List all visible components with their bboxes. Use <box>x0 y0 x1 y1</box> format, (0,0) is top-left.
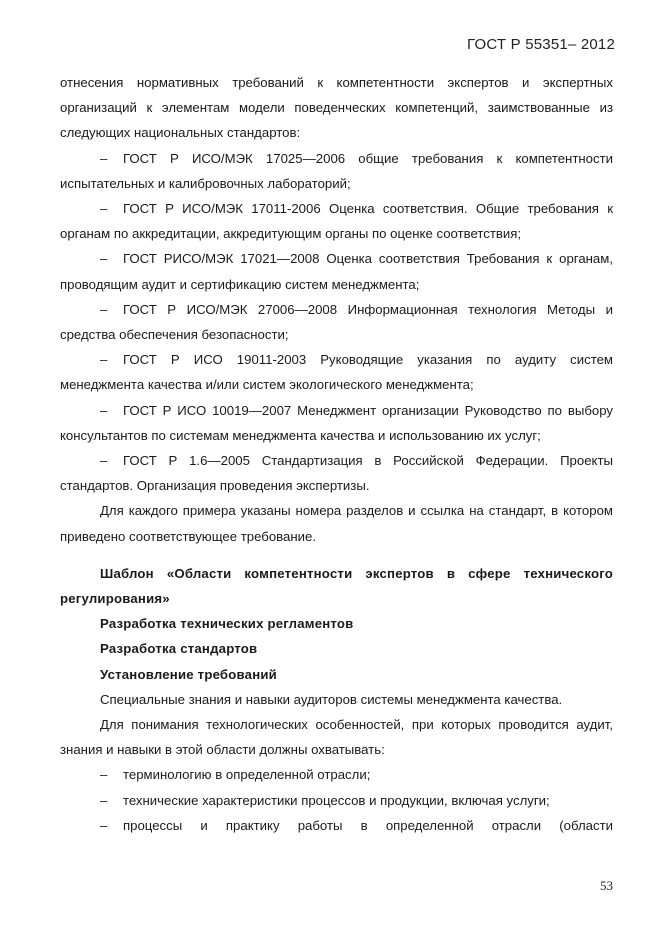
dash-marker: – <box>100 817 108 833</box>
list-item <box>60 297 613 347</box>
list-item-text: ГОСТ Р 1.6—2005 Стандартизация в Российской Федерации. Проекты стандартов. Организация проведения экспертизы. <box>60 453 613 494</box>
list-item-text: терминологию в определенной отрасли; <box>123 767 371 783</box>
list-item <box>60 347 613 397</box>
list-item <box>60 813 613 838</box>
heading-requirements: Установление требований <box>100 666 277 682</box>
list-item <box>60 398 613 448</box>
section-gap <box>60 549 613 561</box>
list-item-text: процессы и практику работы в определенной отрасли (области <box>123 817 613 833</box>
list-item-text: ГОСТ Р ИСО/МЭК 17025—2006 общие требования к компетентности испытательных и калибровочных лабораторий; <box>60 150 613 191</box>
list-item-text: ГОСТ Р ИСО 19011-2003 Руководящие указания по аудиту систем менеджмента качества и/или систем экологического менеджмента; <box>60 352 613 393</box>
understanding-paragraph: Для понимания технологических особенностей, при которых проводится аудит, знания и навыки в этой области должны охватывать: <box>60 717 613 758</box>
dash-marker: – <box>100 251 108 267</box>
dash-marker: – <box>100 767 108 783</box>
dash-marker: – <box>100 150 108 166</box>
dash-marker: – <box>100 792 108 808</box>
template-title: Шаблон «Области компетентности экспертов в сфере технического регулирования» <box>60 565 613 607</box>
page-content <box>60 70 613 838</box>
list-item-text: ГОСТ Р ИСО/МЭК 17011-2006 Оценка соответствия. Общие требования к органам по аккредитации, аккредитующим органы по оценке соответствия; <box>60 201 613 242</box>
list-item <box>60 146 613 196</box>
list-item-text: ГОСТ Р ИСО/МЭК 27006—2008 Информационная технология Методы и средства обеспечения безопасности; <box>60 301 613 343</box>
list-item <box>60 196 613 246</box>
list-item <box>60 762 613 787</box>
dash-marker: – <box>100 402 108 418</box>
dash-marker: – <box>100 301 108 317</box>
heading-standards: Разработка стандартов <box>100 641 258 657</box>
dash-marker: – <box>100 201 108 217</box>
list-item-text: ГОСТ РИСО/МЭК 17021—2008 Оценка соответствия Требования к органам, проводящим аудит и сертификацию систем менеджмента; <box>60 251 613 292</box>
list-item <box>60 246 613 296</box>
intro-paragraph: отнесения нормативных требований к компетентности экспертов и экспертных организаций к элементам модели поведенческих компетенций, заимствованные из следующих национальных стандартов: <box>60 75 613 141</box>
standards-list <box>60 146 613 499</box>
coverage-list <box>60 762 613 838</box>
standard-number-header: ГОСТ Р 55351– 2012 <box>467 36 615 53</box>
list-item-text: ГОСТ Р ИСО 10019—2007 Менеджмент организации Руководство по выбору консультантов по системам менеджмента качества и использованию их услуг; <box>60 402 613 443</box>
dash-marker: – <box>100 352 108 368</box>
list-item <box>60 448 613 498</box>
heading-regulations: Разработка технических регламентов <box>100 616 354 632</box>
examples-paragraph: Для каждого примера указаны номера разделов и ссылка на стандарт, в котором приведено соответствующее требование. <box>60 503 613 544</box>
list-item-text: технические характеристики процессов и продукции, включая услуги; <box>123 792 550 808</box>
dash-marker: – <box>100 453 108 469</box>
list-item <box>60 788 613 813</box>
knowledge-paragraph: Специальные знания и навыки аудиторов системы менеджмента качества. <box>100 691 563 707</box>
page-number: 53 <box>600 878 613 893</box>
